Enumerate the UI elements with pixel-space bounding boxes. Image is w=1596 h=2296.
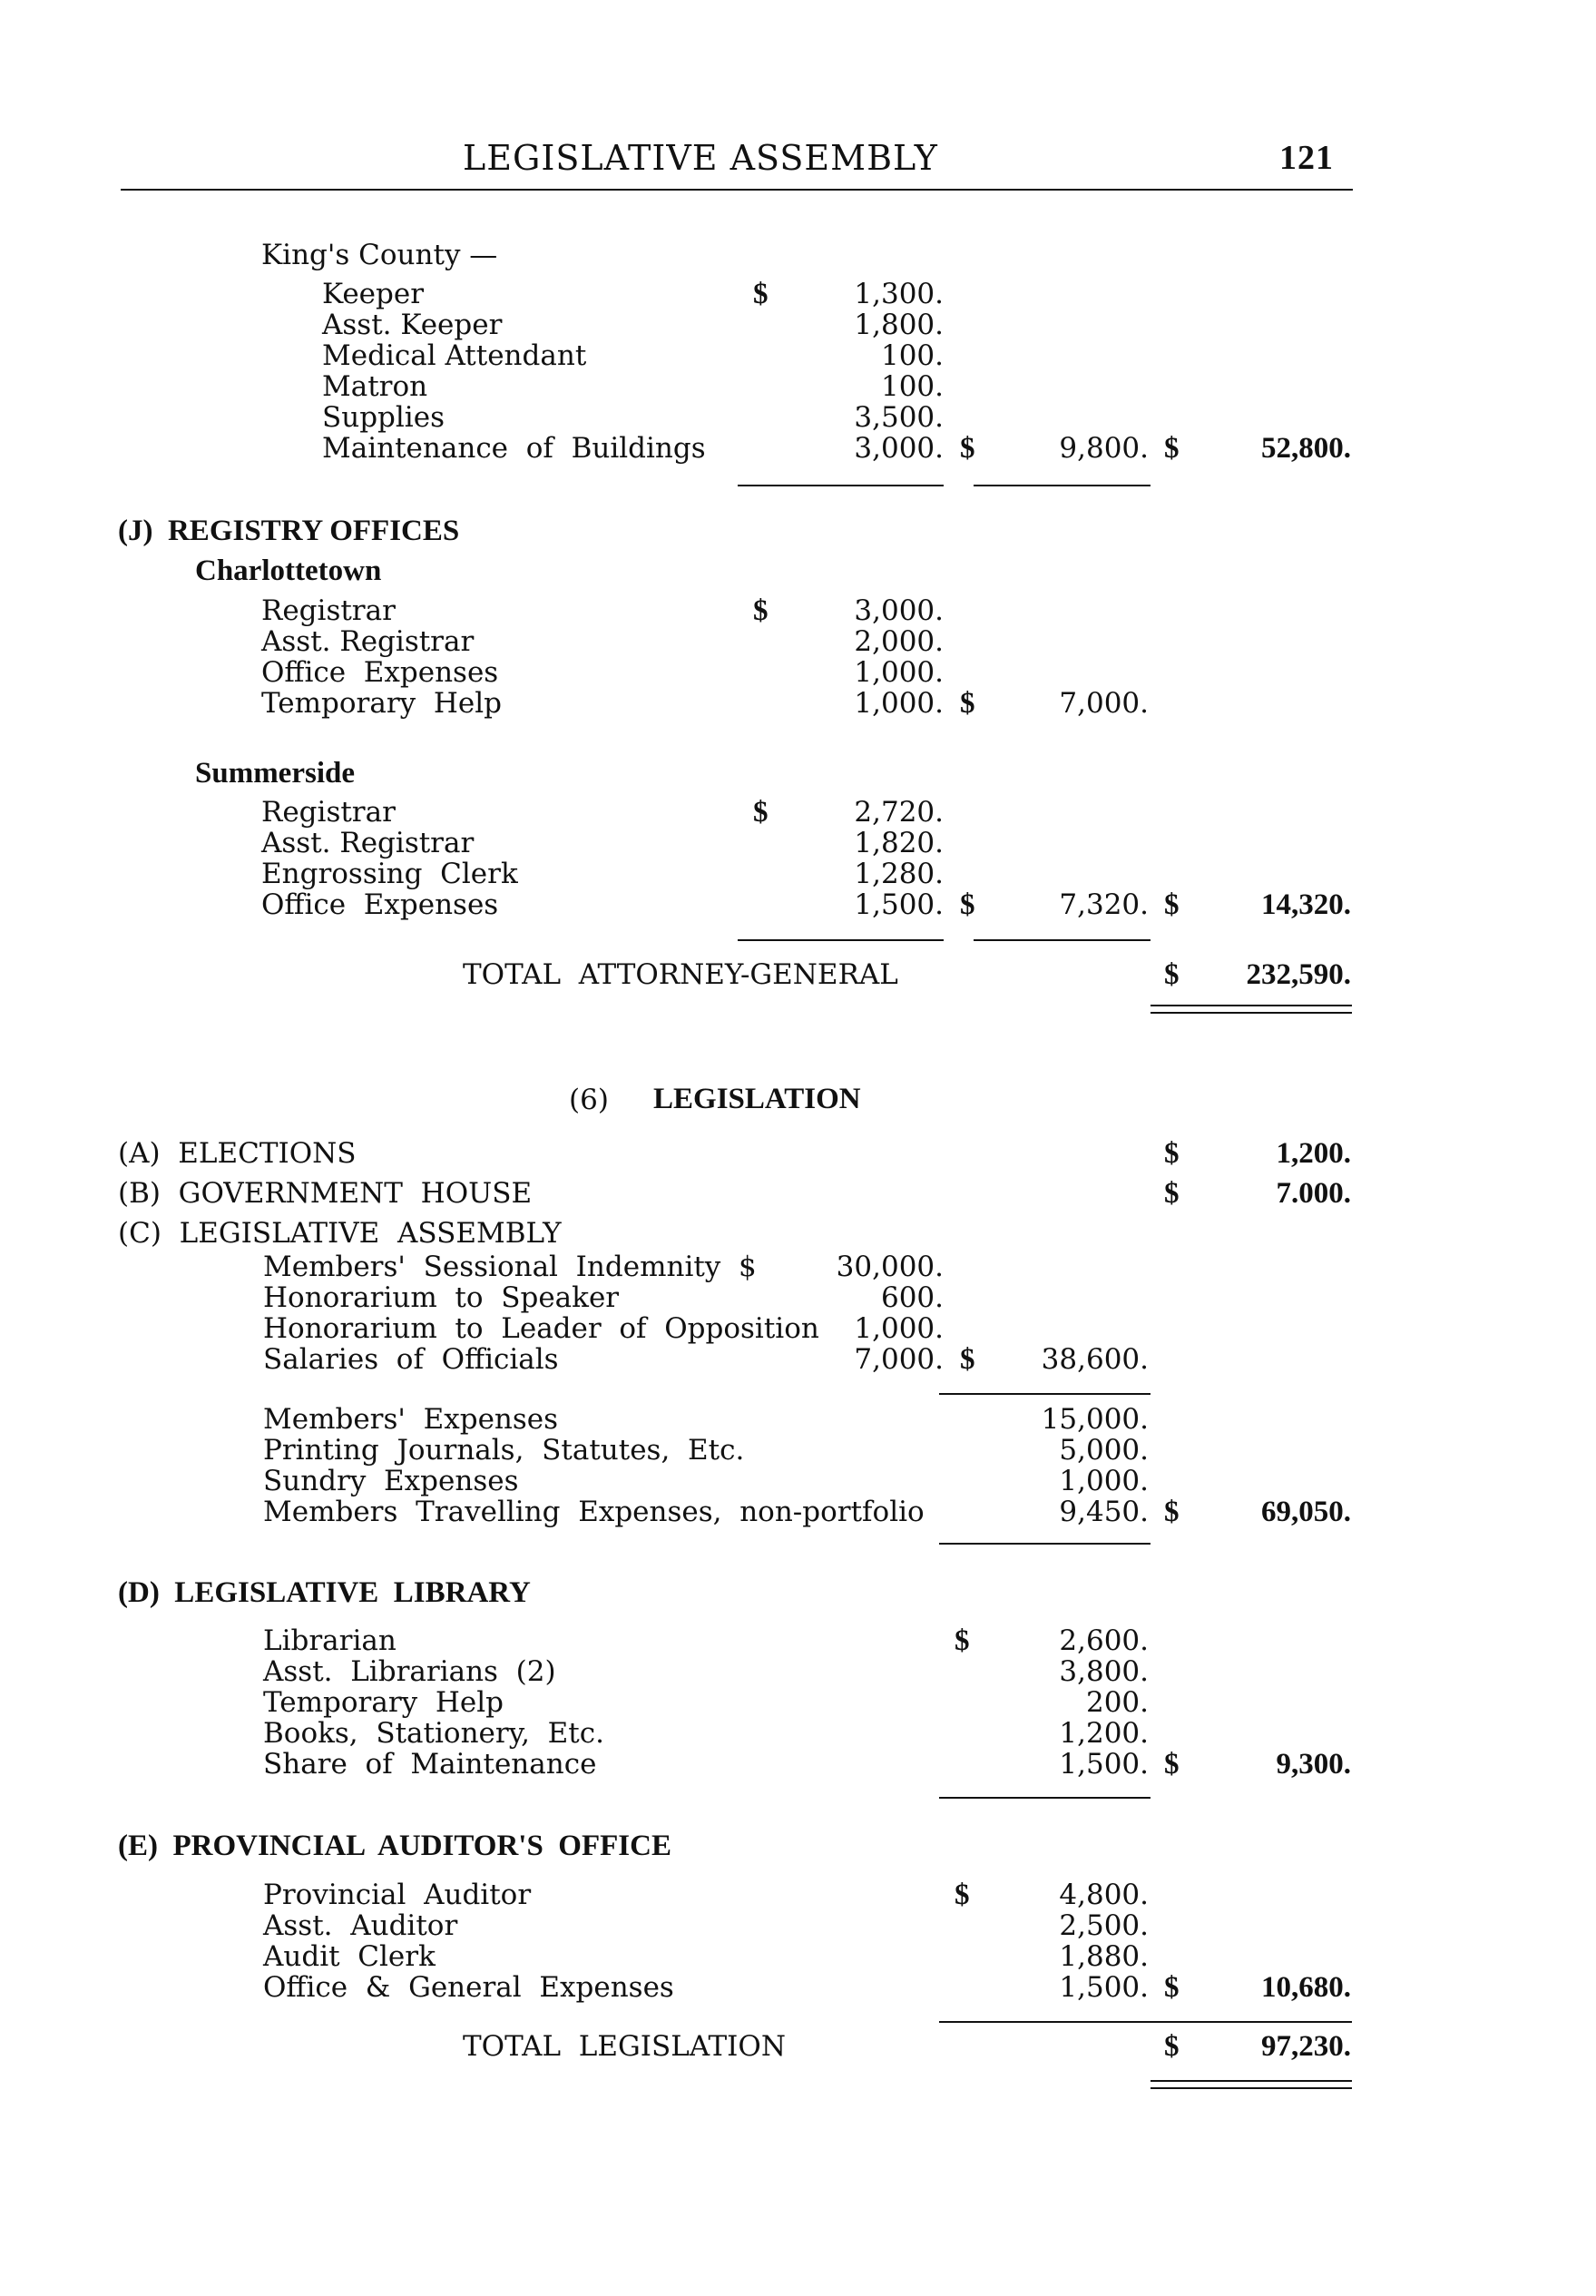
total-amount: 9,300. xyxy=(1276,1748,1351,1781)
subtotal-rule xyxy=(974,939,1150,941)
row-amount: 600. xyxy=(880,1281,944,1314)
row-amount: 3,500. xyxy=(854,401,944,434)
subtotal-amount: 1,500. xyxy=(1059,1971,1149,2004)
subtotal-rule xyxy=(738,939,944,941)
subtotal-amount: 1,500. xyxy=(1059,1748,1149,1781)
legislation-heading: LEGISLATION xyxy=(653,1083,861,1115)
row-label: Honorarium to Leader of Opposition xyxy=(263,1312,819,1345)
row-label: Keeper xyxy=(322,278,425,310)
dollar-sign: $ xyxy=(1164,1971,1180,2004)
dollar-sign: $ xyxy=(960,888,975,921)
row-label: Members' Sessional Indemnity $ xyxy=(263,1251,757,1283)
subtotal-amount: 3,800. xyxy=(1059,1655,1149,1688)
row-label: Librarian xyxy=(263,1624,397,1657)
government-house-value: 7.000. xyxy=(1276,1177,1351,1210)
row-label: Asst. Keeper xyxy=(322,309,503,341)
dollar-sign: $ xyxy=(955,1879,970,1911)
subtotal-amount: 1,880. xyxy=(1059,1940,1149,1973)
dollar-sign: $ xyxy=(1164,1137,1180,1170)
row-amount: 2,000. xyxy=(854,625,944,658)
row-amount: 3,000. xyxy=(854,432,944,465)
row-amount: 100. xyxy=(880,339,944,372)
section-heading-kings-county: King's County — xyxy=(261,239,498,271)
row-amount: 1,000. xyxy=(854,687,944,720)
total-amount: 10,680. xyxy=(1261,1971,1351,2004)
elections-label: (A) ELECTIONS xyxy=(118,1137,357,1170)
row-amount: 1,820. xyxy=(854,827,944,859)
subtotal-amount: 4,800. xyxy=(1059,1879,1149,1911)
running-header: LEGISLATIVE ASSEMBLY xyxy=(463,138,938,178)
subtotal-amount: 15,000. xyxy=(1041,1403,1149,1436)
total-amount: 14,320. xyxy=(1261,888,1351,921)
row-label: Office Expenses xyxy=(261,656,499,689)
row-amount: 1,300. xyxy=(854,278,944,310)
page-number: 121 xyxy=(1279,139,1334,177)
total-attorney-general-label: TOTAL ATTORNEY-GENERAL xyxy=(463,958,898,991)
subtotal-amount: 38,600. xyxy=(1041,1343,1149,1376)
legislative-assembly-label: (C) LEGISLATIVE ASSEMBLY xyxy=(118,1217,562,1250)
subtotal-rule xyxy=(939,1797,1150,1799)
row-label: Printing Journals, Statutes, Etc. xyxy=(263,1434,745,1467)
subtotal-rule xyxy=(974,485,1150,486)
row-amount: 1,500. xyxy=(854,888,944,921)
subtotal-rule xyxy=(939,1393,1150,1395)
dollar-sign: $ xyxy=(1164,1177,1180,1210)
subtotal-amount: 7,320. xyxy=(1059,888,1149,921)
subtotal-amount: 2,600. xyxy=(1059,1624,1149,1657)
row-label: Office & General Expenses xyxy=(263,1971,674,2004)
row-label: Temporary Help xyxy=(261,687,502,720)
subtotal-amount: 2,500. xyxy=(1059,1909,1149,1942)
row-label: Share of Maintenance xyxy=(263,1748,597,1781)
row-label: Engrossing Clerk xyxy=(261,858,518,890)
total-amount: 69,050. xyxy=(1261,1496,1351,1528)
row-amount: 1,000. xyxy=(854,656,944,689)
dollar-sign: $ xyxy=(960,687,975,720)
row-label: Members' Expenses xyxy=(263,1403,559,1436)
subsection-heading-charlottetown: Charlottetown xyxy=(195,554,382,587)
row-label: Books, Stationery, Etc. xyxy=(263,1717,604,1750)
double-rule xyxy=(1150,1005,1352,1014)
dollar-sign: $ xyxy=(1164,958,1180,991)
subtotal-rule xyxy=(738,485,944,486)
dollar-sign: $ xyxy=(753,796,769,829)
section-heading-library: (D) LEGISLATIVE LIBRARY xyxy=(118,1576,531,1609)
total-attorney-general-value: 232,590. xyxy=(1246,958,1351,991)
header-rule xyxy=(121,189,1353,191)
row-label: Provincial Auditor xyxy=(263,1879,532,1911)
dollar-sign: $ xyxy=(955,1624,970,1657)
elections-value: 1,200. xyxy=(1276,1137,1351,1170)
subtotal-rule xyxy=(939,1543,1150,1545)
row-label: Salaries of Officials xyxy=(263,1343,559,1376)
dollar-sign: $ xyxy=(753,594,769,627)
row-amount: 2,720. xyxy=(854,796,944,829)
total-legislation-label: TOTAL LEGISLATION xyxy=(463,2030,786,2063)
row-label: Sundry Expenses xyxy=(263,1465,519,1497)
subtotal-amount: 9,450. xyxy=(1059,1496,1149,1528)
row-label: Honorarium to Speaker xyxy=(263,1281,620,1314)
row-label: Registrar xyxy=(261,796,396,829)
row-label: Temporary Help xyxy=(263,1686,504,1719)
row-label: Office Expenses xyxy=(261,888,499,921)
row-amount: 3,000. xyxy=(854,594,944,627)
row-amount: 1,000. xyxy=(854,1312,944,1345)
row-label: Supplies xyxy=(322,401,445,434)
total-amount: 52,800. xyxy=(1261,432,1351,465)
subtotal-amount: 5,000. xyxy=(1059,1434,1149,1467)
row-amount: 7,000. xyxy=(854,1343,944,1376)
section-heading-registry: (J) REGISTRY OFFICES xyxy=(118,515,460,547)
subtotal-amount: 1,200. xyxy=(1059,1717,1149,1750)
dollar-sign: $ xyxy=(1164,888,1180,921)
row-label: Matron xyxy=(322,370,428,403)
row-amount: 1,800. xyxy=(854,309,944,341)
dollar-sign: $ xyxy=(1164,2030,1180,2063)
subtotal-rule xyxy=(1150,2021,1352,2023)
row-label: Registrar xyxy=(261,594,396,627)
dollar-sign: $ xyxy=(753,278,769,310)
row-amount: 1,280. xyxy=(854,858,944,890)
row-label: Asst. Registrar xyxy=(261,625,475,658)
subtotal-amount: 1,000. xyxy=(1059,1465,1149,1497)
subtotal-amount: 7,000. xyxy=(1059,687,1149,720)
subtotal-rule xyxy=(939,2021,1150,2023)
government-house-label: (B) GOVERNMENT HOUSE xyxy=(118,1177,533,1210)
dollar-sign: $ xyxy=(1164,432,1180,465)
dollar-sign: $ xyxy=(1164,1496,1180,1528)
row-label: Maintenance of Buildings xyxy=(322,432,706,465)
row-label: Asst. Librarians (2) xyxy=(263,1655,556,1688)
row-label: Asst. Registrar xyxy=(261,827,475,859)
subtotal-amount: 9,800. xyxy=(1059,432,1149,465)
legislation-heading-number: (6) xyxy=(569,1084,609,1116)
row-amount: 30,000. xyxy=(836,1251,944,1283)
row-label: Asst. Auditor xyxy=(263,1909,458,1942)
row-amount: 100. xyxy=(880,370,944,403)
section-heading-auditor: (E) PROVINCIAL AUDITOR'S OFFICE xyxy=(118,1830,671,1862)
double-rule xyxy=(1150,2080,1352,2089)
subsection-heading-summerside: Summerside xyxy=(195,757,355,790)
row-label: Members Travelling Expenses, non-portfolio xyxy=(263,1496,925,1528)
dollar-sign: $ xyxy=(960,432,975,465)
dollar-sign: $ xyxy=(1164,1748,1180,1781)
row-label: Medical Attendant xyxy=(322,339,587,372)
total-legislation-value: 97,230. xyxy=(1261,2030,1351,2063)
subtotal-amount: 200. xyxy=(1085,1686,1149,1719)
row-label: Audit Clerk xyxy=(263,1940,436,1973)
dollar-sign: $ xyxy=(960,1343,975,1376)
